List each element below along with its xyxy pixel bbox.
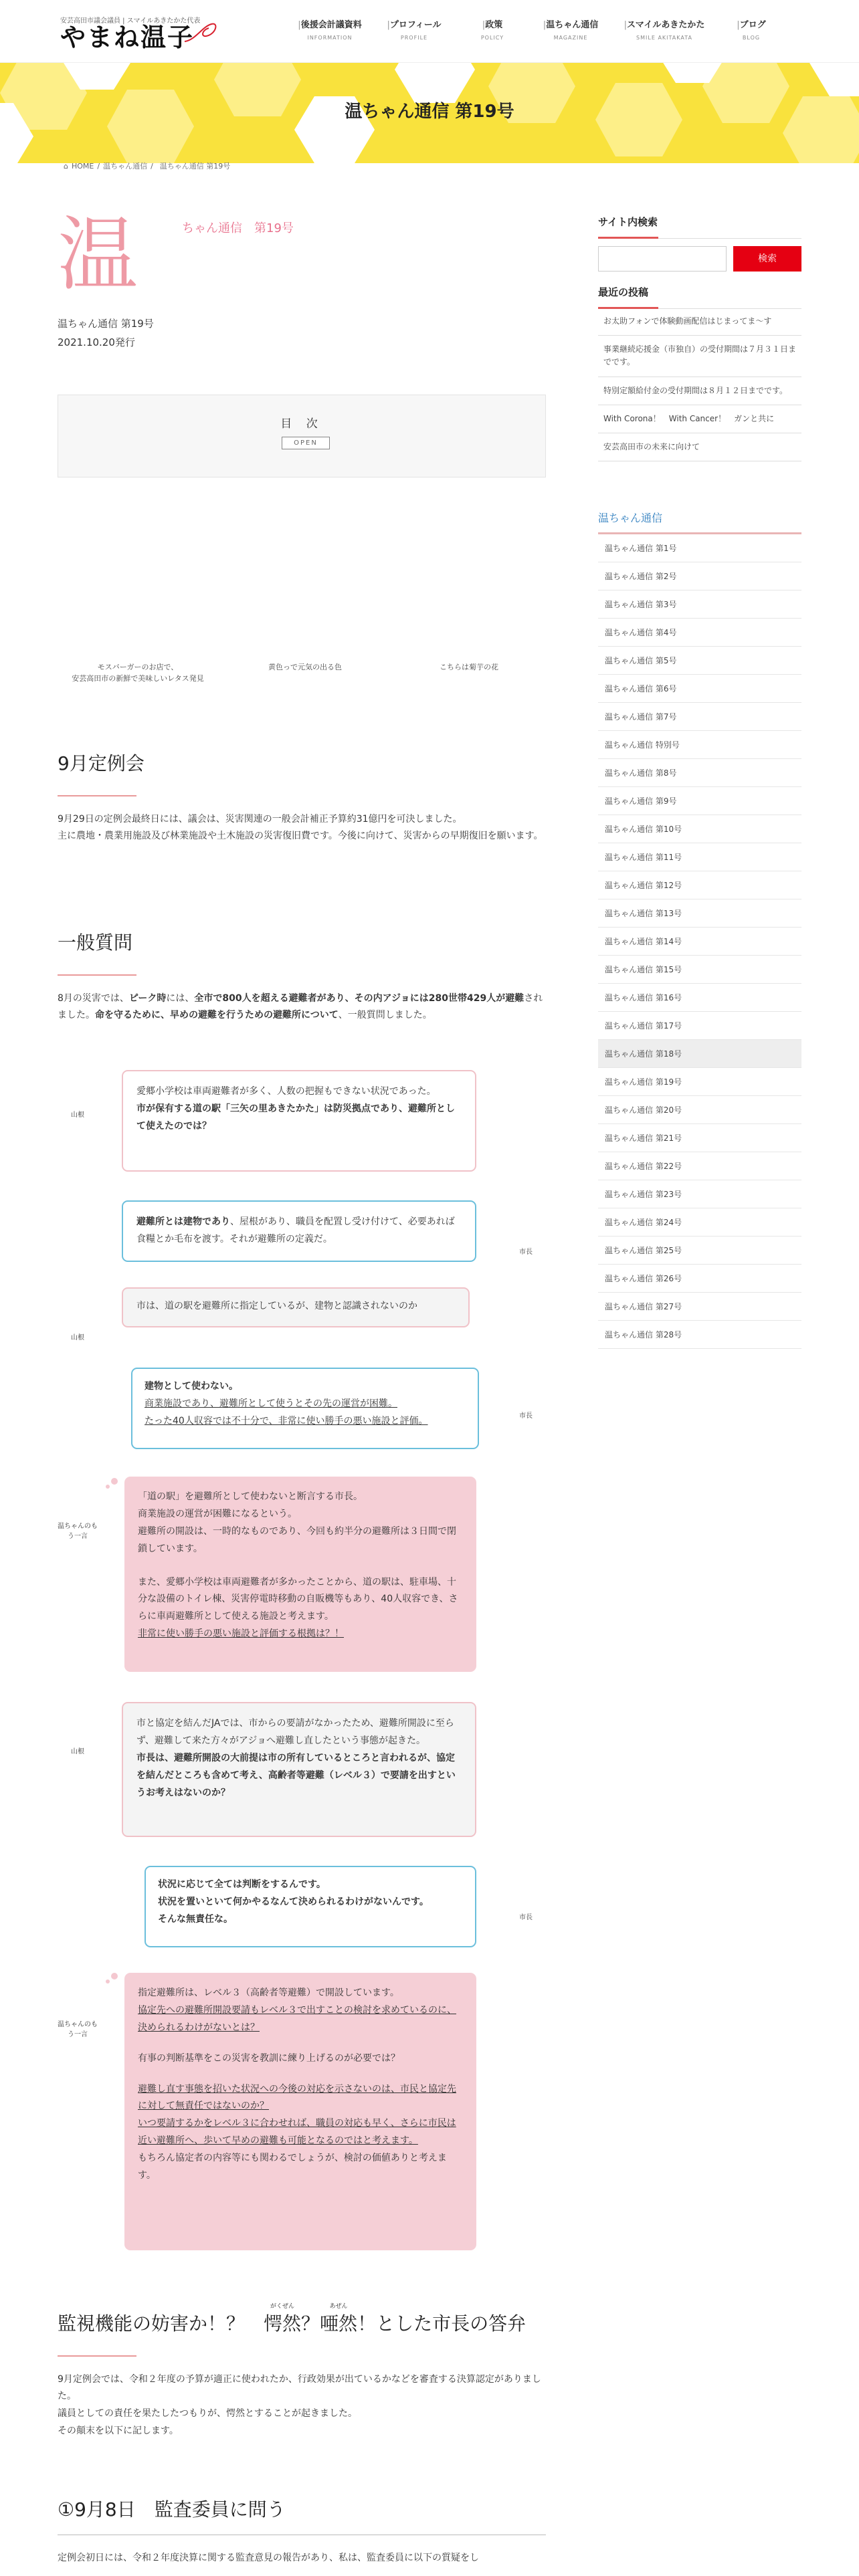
magazine-list-item[interactable]: 温ちゃん通信 第25号 bbox=[598, 1237, 801, 1265]
magazine-list-item[interactable]: 温ちゃん通信 第19号 bbox=[598, 1068, 801, 1096]
magazine-list-item[interactable]: 温ちゃん通信 第7号 bbox=[598, 703, 801, 731]
section-audit bbox=[58, 2303, 546, 2440]
speaker-label: 市長 bbox=[519, 1412, 533, 1420]
masthead-kanji: 温 bbox=[58, 209, 138, 302]
site-logo[interactable]: やまね温子 bbox=[60, 23, 195, 52]
magazine-list-item[interactable]: 温ちゃん通信 特別号 bbox=[598, 731, 801, 759]
speaker-label: 山根 bbox=[71, 1111, 84, 1119]
section-text: 9月29日の定例会最終日には、議会は、災害関連の一般会計補正予算約31億円を可決しました。 主に農地・農業用施設及び林業施設や土木施設の災害復旧費です。今後に向けて、災害からの早期復旧を願います。 bbox=[58, 813, 543, 842]
section-text: 9月定例会では、令和２年度の予算が適正に使われたか、行政効果が出ているかなどを審査する決算認定がありました。 議員としての責任を果たしたつもりが、愕然とすることが起きました。 その顛末を以下に記します。 bbox=[58, 2373, 541, 2437]
magazine-list-item[interactable]: 温ちゃん通信 第18号 bbox=[598, 1040, 801, 1068]
magazine-list-item[interactable]: 温ちゃん通信 第15号 bbox=[598, 956, 801, 984]
recent-post-link[interactable]: 安芸高田市の未来に向けて bbox=[598, 433, 801, 461]
logo-swash-icon bbox=[182, 20, 222, 47]
magazine-list-item[interactable]: 温ちゃん通信 第10号 bbox=[598, 815, 801, 843]
magazine-list-item[interactable]: 温ちゃん通信 第3号 bbox=[598, 591, 801, 619]
hero-banner bbox=[0, 63, 859, 163]
logo-tagline: 安芸高田市議会議員 | スマイルあきたかた代表 bbox=[60, 17, 201, 25]
magazine-list-item[interactable]: 温ちゃん通信 第1号 bbox=[598, 534, 801, 562]
speaker-label: 温ちゃんのもう一言 bbox=[58, 2021, 98, 2038]
nav-item-information[interactable]: |後援会計議資料 INFORMATION bbox=[298, 20, 362, 41]
magazine-list-item[interactable]: 温ちゃん通信 第4号 bbox=[598, 619, 801, 647]
search-input[interactable] bbox=[598, 246, 727, 272]
recent-post-link[interactable]: 特別定額給付金の受付期間は８月１２日までです。 bbox=[598, 377, 801, 405]
magazine-list-item[interactable]: 温ちゃん通信 第13号 bbox=[598, 899, 801, 928]
sidebar bbox=[598, 214, 801, 1339]
magazine-list-item[interactable]: 温ちゃん通信 第17号 bbox=[598, 1012, 801, 1040]
section-heading: 監視機能の妨害か！？ がくぜん 愕然？ あぜん 唖然！とした市長の答弁 bbox=[58, 2303, 527, 2335]
recent-post-link[interactable]: お太助フォンで体験動画配信はじまってま〜す bbox=[598, 308, 801, 336]
magazine-list-item[interactable]: 温ちゃん通信 第16号 bbox=[598, 984, 801, 1012]
nav-item-smile[interactable]: |スマイルあきたかた SMILE AKITAKATA bbox=[624, 20, 705, 41]
magazine-list-item[interactable]: 温ちゃん通信 第9号 bbox=[598, 787, 801, 815]
section-text: 定例会初日には、令和２年度決算に関する監査意見の報告があり、私は、監査委員に以下の質疑をし bbox=[58, 2552, 479, 2563]
section-divider bbox=[58, 2355, 136, 2357]
magazine-list-item[interactable]: 温ちゃん通信 第21号 bbox=[598, 1124, 801, 1152]
masthead bbox=[58, 209, 178, 314]
search-button[interactable]: 検索 bbox=[733, 246, 801, 272]
nav-item-profile[interactable]: |プロフィール PROFILE bbox=[387, 20, 442, 41]
caption-1: モスバーガーのお店で、 安芸高田市の新鮮で美味しいレタス発見 bbox=[72, 663, 204, 683]
magazine-list-item[interactable]: 温ちゃん通信 第5号 bbox=[598, 647, 801, 675]
breadcrumb-magazine[interactable]: 温ちゃん通信 bbox=[103, 162, 148, 171]
recent-post-link[interactable]: With Corona！ With Cancer！ ガンと共に bbox=[598, 405, 801, 433]
magazine-list-item[interactable]: 温ちゃん通信 第11号 bbox=[598, 843, 801, 871]
toc-open-button[interactable]: OPEN bbox=[282, 437, 330, 449]
magazine-list-item[interactable]: 温ちゃん通信 第14号 bbox=[598, 928, 801, 956]
section-heading: 一般質問 bbox=[58, 932, 133, 954]
recent-post-link[interactable]: 事業継続応援金（市独自）の受付期間は７月３１日までです。 bbox=[598, 336, 801, 377]
section-audit-question bbox=[58, 2498, 546, 2567]
magazine-list-item[interactable]: 温ちゃん通信 第8号 bbox=[598, 759, 801, 787]
page-title: 温ちゃん通信 第19号 bbox=[345, 102, 514, 122]
search-heading: サイト内検索 bbox=[598, 214, 801, 239]
question-bubble: 市と協定を結んだJAでは、市からの要請がなかったため、避難所開設に至らず、避難して来た方々がアジョへ避難し直したという事態が起きた。 市長は、避難所開設の大前提は市の所有しているところと言われるが、協定を結んだところも含めて考え、高齢者等避難（レベル３）で要請を出すというお考えはないのか？ bbox=[122, 1702, 476, 1837]
section-heading: 9月定例会 bbox=[58, 752, 145, 774]
magazine-list-item[interactable]: 温ちゃん通信 第22号 bbox=[598, 1152, 801, 1180]
question-bubble: 愛郷小学校は車両避難者が多く、人数の把握もできない状況であった。 市が保有する道の駅「三矢の里あきたかた」は防災拠点であり、避難所として使えたのでは？ bbox=[122, 1070, 476, 1172]
section-heading: ①9月8日 監査委員に問う bbox=[58, 2498, 286, 2520]
speaker-label: 山根 bbox=[71, 1748, 84, 1755]
section-divider bbox=[58, 795, 136, 796]
magazine-list-heading: 温ちゃん通信 bbox=[598, 510, 801, 534]
nav-item-policy[interactable]: |政策 POLICY bbox=[480, 20, 504, 41]
breadcrumb: ⌂ HOME / 温ちゃん通信 / 温ちゃん通信 第19号 bbox=[64, 162, 231, 171]
magazine-list bbox=[598, 510, 801, 1349]
section-divider bbox=[58, 974, 136, 976]
decorative-dot bbox=[106, 1485, 110, 1489]
table-of-contents bbox=[58, 395, 546, 477]
speaker-label: 山根 bbox=[71, 1334, 84, 1341]
speaker-label: 市長 bbox=[519, 1249, 533, 1256]
magazine-list-item[interactable]: 温ちゃん通信 第2号 bbox=[598, 562, 801, 591]
caption-3: こちらは菊芋の花 bbox=[440, 663, 498, 671]
recent-posts-heading: 最近の投稿 bbox=[598, 284, 801, 309]
decorative-dot bbox=[111, 1478, 118, 1485]
masthead-subtitle: ちゃん通信 第19号 bbox=[182, 221, 294, 235]
decorative-dot bbox=[111, 1973, 118, 1979]
breadcrumb-current: 温ちゃん通信 第19号 bbox=[159, 162, 231, 171]
magazine-list-item[interactable]: 温ちゃん通信 第27号 bbox=[598, 1293, 801, 1321]
answer-bubble: 建物として使わない。 商業施設であり、避難所として使うとその先の運営が困難。 たった40人収容では不十分で、非常に使い勝手の悪い施設と評価。 bbox=[131, 1368, 479, 1449]
recent-posts bbox=[598, 308, 801, 461]
global-nav bbox=[286, 19, 795, 45]
section-text: 8月の災害では、ピーク時には、全市で800人を超える避難者があり、その内アジョには280世帯429人が避難されました。命を守るために、早めの避難を行うための避難所について、一般質問しました。 bbox=[58, 992, 543, 1021]
issue-date: 2021.10.20発行 bbox=[58, 336, 135, 348]
magazine-list-item[interactable]: 温ちゃん通信 第23号 bbox=[598, 1180, 801, 1208]
answer-bubble: 避難所とは建物であり、屋根があり、職員を配置し受け付けて、必要あれば食糧とか毛布を渡す。それが避難所の定義だ。 bbox=[122, 1200, 476, 1262]
section-september-session bbox=[58, 752, 546, 845]
nav-item-magazine[interactable]: |温ちゃん通信 MAGAZINE bbox=[543, 20, 599, 41]
answer-bubble: 状況に応じて全ては判断をするんです。 状況を置いといて何かやるなんて決められるわけがないんです。 そんな無責任な。 bbox=[145, 1866, 476, 1947]
magazine-list-item[interactable]: 温ちゃん通信 第20号 bbox=[598, 1096, 801, 1124]
breadcrumb-home[interactable]: HOME bbox=[71, 162, 94, 171]
comment-bubble: 「道の駅」を避難所として使わないと断言する市長。 商業施設の運営が困難になるという。 避難所の開設は、一時的なものであり、今回も約半分の避難所は３日間で閉鎖しています。 また、愛郷小学校は車両避難者が多かったことから、道の駅は、駐車場、十分な設備のトイレ棟、災害停電時移動の自販機等もあり、40人収容でき、さらに車両避難所として使える施設と考えます。 非常に使い勝手の悪い施設と評価する根拠は？！ bbox=[124, 1477, 476, 1672]
section-general-question bbox=[58, 932, 546, 1025]
speaker-label: 温ちゃんのもう一言 bbox=[58, 1523, 98, 1540]
magazine-list-item[interactable]: 温ちゃん通信 第6号 bbox=[598, 675, 801, 703]
magazine-list-item[interactable]: 温ちゃん通信 第24号 bbox=[598, 1208, 801, 1237]
nav-item-blog[interactable]: |ブログ BLOG bbox=[737, 20, 766, 41]
decorative-dot bbox=[106, 1979, 110, 1983]
photo-captions bbox=[58, 662, 546, 689]
speaker-label: 市長 bbox=[519, 1914, 533, 1921]
site-header bbox=[0, 0, 859, 63]
magazine-list-item[interactable]: 温ちゃん通信 第26号 bbox=[598, 1265, 801, 1293]
magazine-list-item[interactable]: 温ちゃん通信 第12号 bbox=[598, 871, 801, 899]
caption-2: 黄色っで元気の出る色 bbox=[268, 663, 342, 671]
home-icon: ⌂ bbox=[64, 162, 68, 171]
magazine-list-item[interactable]: 温ちゃん通信 第28号 bbox=[598, 1321, 801, 1349]
issue-title: 温ちゃん通信 第19号 bbox=[58, 318, 154, 330]
question-bubble: 市は、道の駅を避難所に指定しているが、建物と認識されないのか bbox=[122, 1287, 470, 1327]
toc-heading: 目 次 bbox=[280, 417, 323, 431]
comment-bubble: 指定避難所は、レベル３（高齢者等避難）で開設しています。 協定先への避難所開設要請もレベル３で出すことの検討を求めているのに、決められるわけがないとは？ 有事の判断基準をこの災害を教訓に練り上げるのが必要では？ 避難し直す事態を招いた状況への今後の対応を示さないのは、市民と協定先に対して無責任ではないのか？ いつ要請するかをレベル３に合わせれば、職員の対応も早く、さらに市民は近い避難所へ、歩いて早めの避難も可能となるのではと考えます。 もちろん協定者の内容等にも関わるでしょうが、検討の価値ありと考えます。 bbox=[124, 1973, 476, 2250]
